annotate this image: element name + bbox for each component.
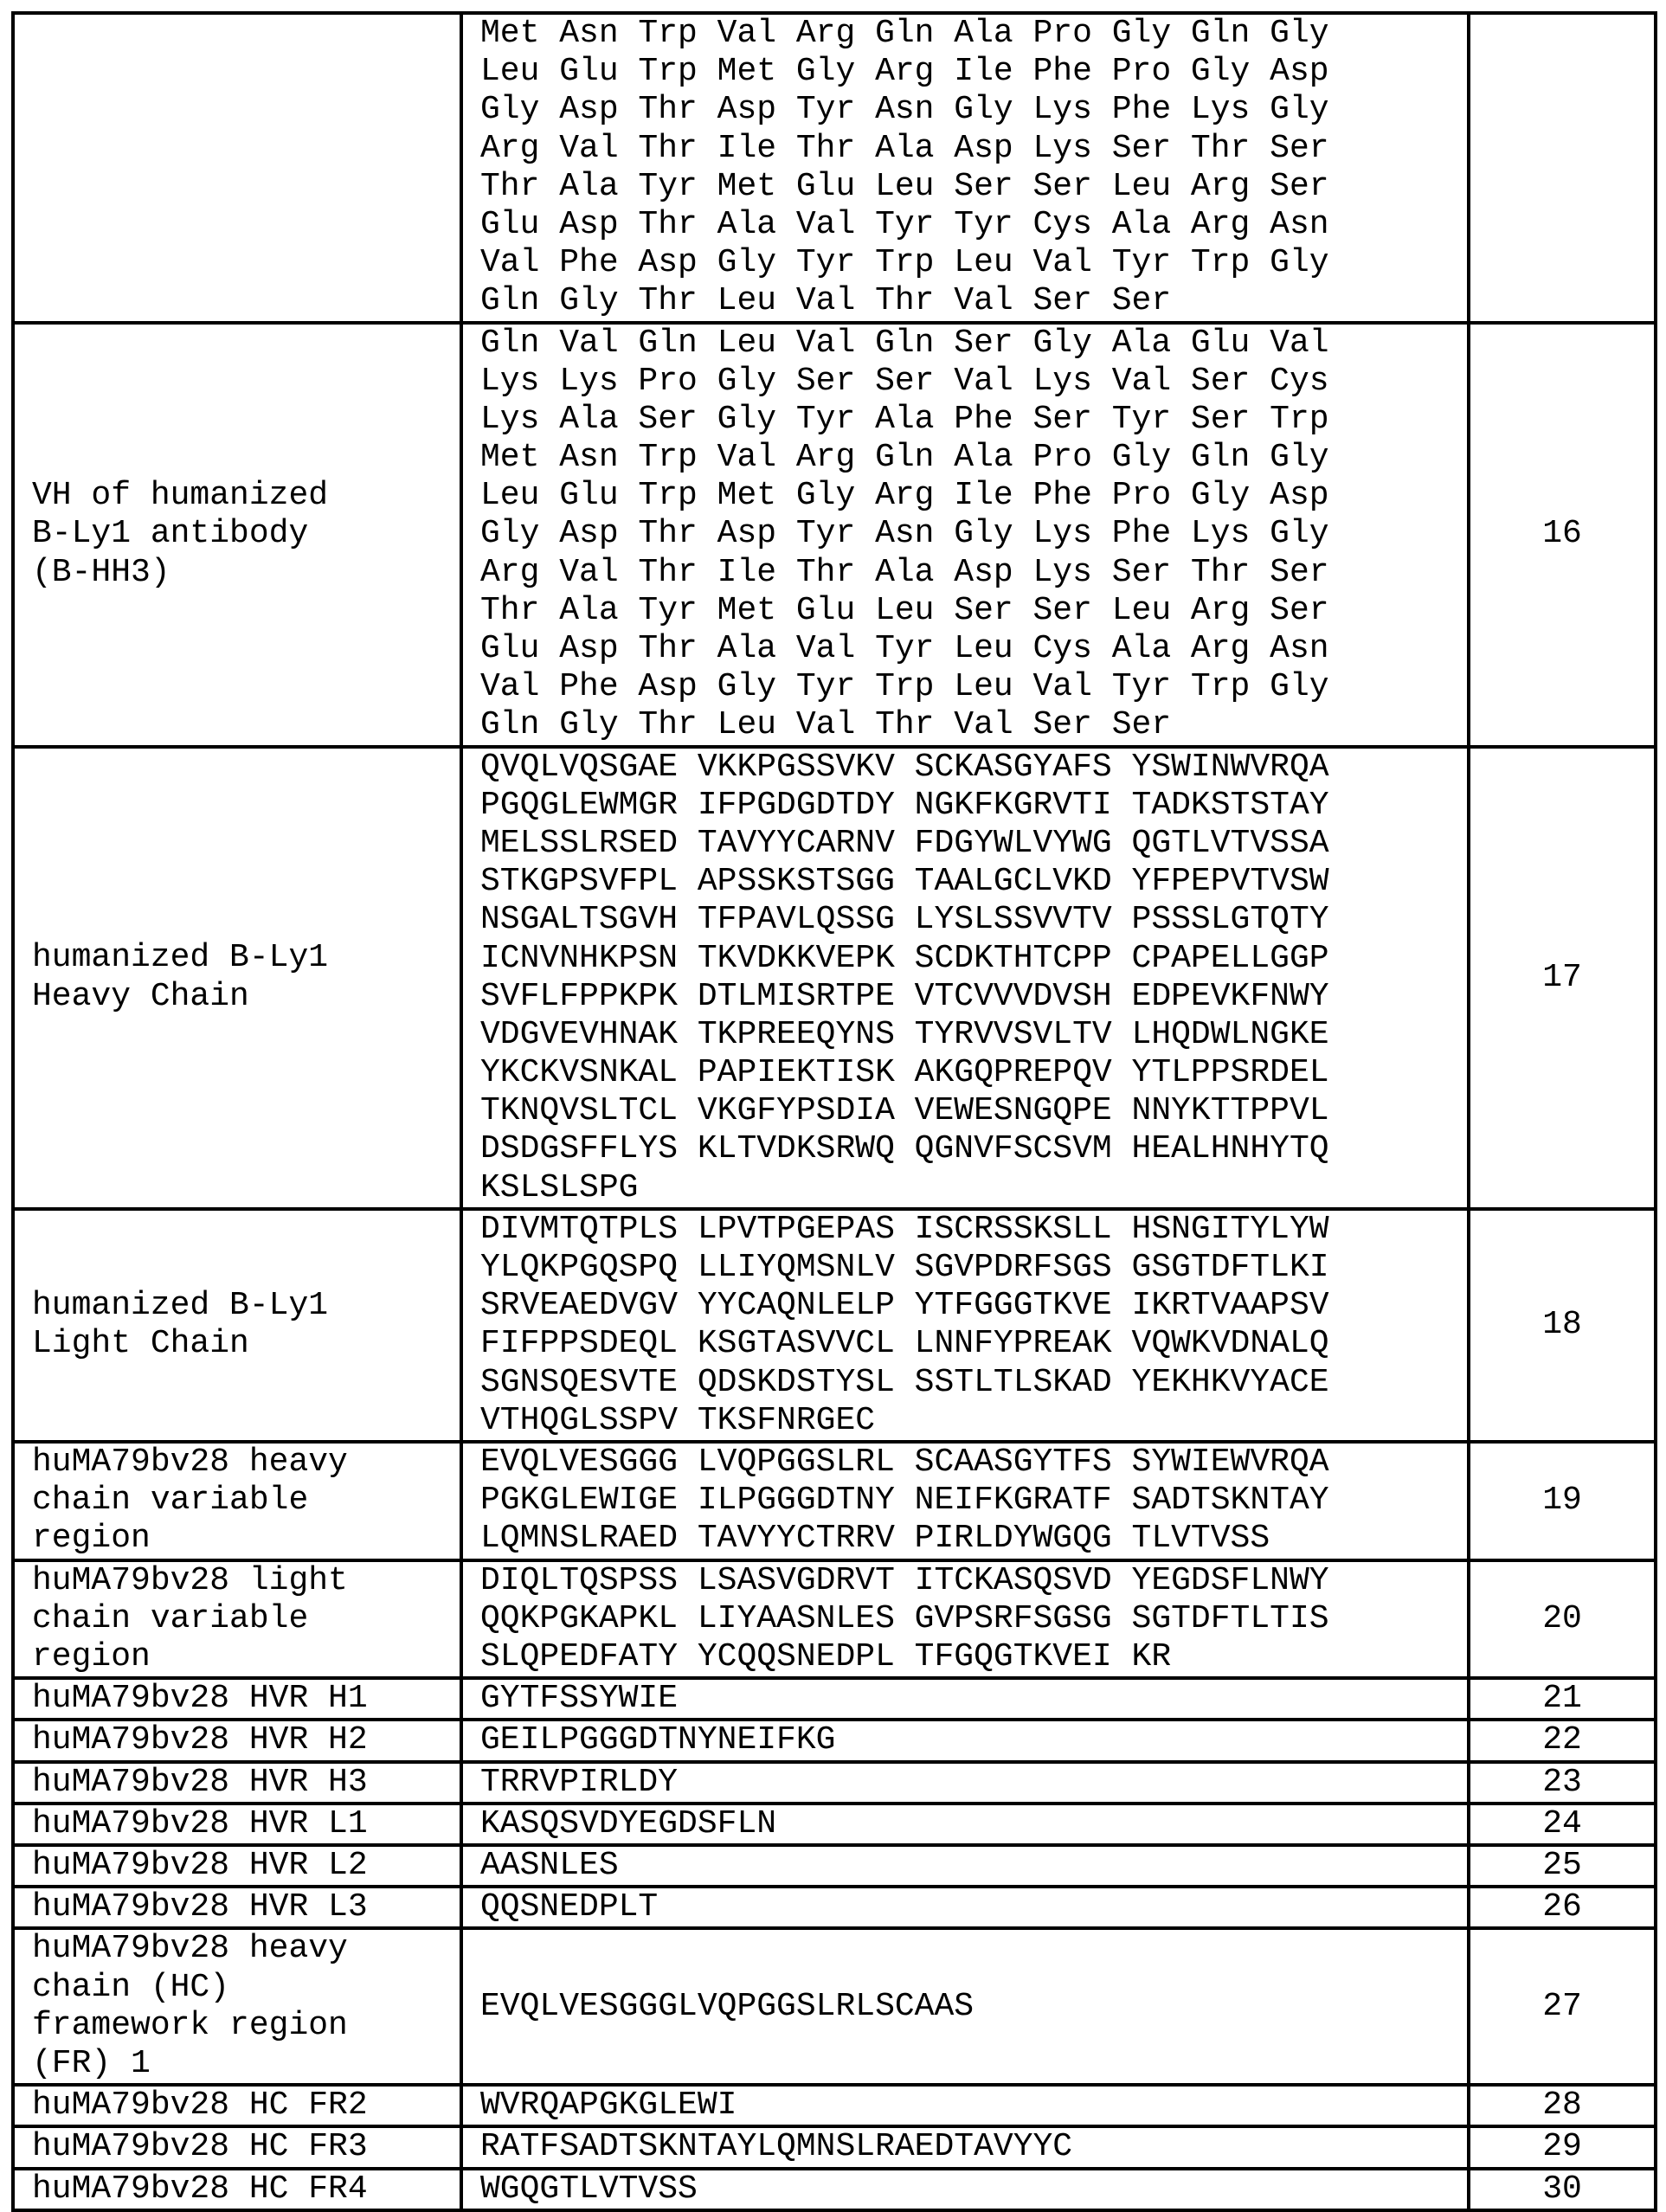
sequence-line: VDGVEVHNAK TKPREEQYNS TYRVVSVLTV LHQDWLNGKE bbox=[480, 1015, 1329, 1053]
sequence-cell bbox=[461, 1720, 1469, 1761]
seq-id-cell bbox=[1469, 1804, 1656, 1845]
seq-id-cell bbox=[1469, 747, 1656, 1209]
sequence-line: EVQLVESGGGLVQPGGSLRLSCAAS bbox=[480, 1987, 975, 2025]
sequence-cell bbox=[461, 1209, 1469, 1442]
sequence-line: EVQLVESGGG LVQPGGSLRL SCAASGYTFS SYWIEWVRQA bbox=[480, 1443, 1329, 1481]
table-row bbox=[13, 1678, 1656, 1720]
table-row bbox=[13, 1804, 1656, 1845]
seq-id-cell bbox=[1469, 1442, 1656, 1560]
table-row bbox=[13, 2126, 1656, 2168]
sequence-line: Val Phe Asp Gly Tyr Trp Leu Val Tyr Trp Gly bbox=[480, 668, 1329, 706]
description-cell bbox=[13, 323, 461, 747]
seq-id-cell bbox=[1469, 1887, 1656, 1928]
seq-id-cell bbox=[1469, 1678, 1656, 1720]
sequence-line: Arg Val Thr Ile Thr Ala Asp Lys Ser Thr Ser bbox=[480, 553, 1329, 591]
seq-id-cell bbox=[1469, 1720, 1656, 1761]
description-cell bbox=[13, 1804, 461, 1845]
seq-id-number: 29 bbox=[1542, 2128, 1582, 2166]
sequence-line: Gln Gly Thr Leu Val Thr Val Ser Ser bbox=[480, 706, 1172, 744]
sequence-line: ICNVNHKPSN TKVDKKVEPK SCDKTHTCPP CPAPELLGGP bbox=[480, 939, 1329, 977]
seq-id-number: 25 bbox=[1542, 1846, 1582, 1884]
table-row bbox=[13, 2085, 1656, 2126]
sequence-line: KASQSVDYEGDSFLN bbox=[480, 1804, 777, 1842]
sequence-cell bbox=[461, 1845, 1469, 1887]
description-text: huMA79bv28 HVR L2 bbox=[32, 1846, 368, 1884]
seq-id-cell bbox=[1469, 1209, 1656, 1442]
seq-id-number: 26 bbox=[1542, 1888, 1582, 1926]
seq-id-number: 16 bbox=[1542, 515, 1582, 553]
sequence-line: SGNSQESVTE QDSKDSTYSL SSTLTLSKAD YEKHKVYACE bbox=[480, 1363, 1329, 1401]
seq-id-cell bbox=[1469, 2085, 1656, 2126]
description-cell bbox=[13, 1560, 461, 1679]
seq-id-number: 23 bbox=[1542, 1763, 1582, 1801]
sequence-line: WGQGTLVTVSS bbox=[480, 2170, 698, 2208]
sequence-line: DSDGSFFLYS KLTVDKSRWQ QGNVFSCSVM HEALHNHYTQ bbox=[480, 1130, 1329, 1168]
sequence-line: QQKPGKAPKL LIYAASNLES GVPSRFSGSG SGTDFTLTIS bbox=[480, 1599, 1329, 1637]
seq-id-number: 28 bbox=[1542, 2087, 1582, 2125]
description-cell bbox=[13, 1928, 461, 2085]
description-cell bbox=[13, 2169, 461, 2210]
table-row bbox=[13, 2169, 1656, 2210]
table-row bbox=[13, 13, 1656, 323]
sequence-cell bbox=[461, 1678, 1469, 1720]
sequence-line: MELSSLRSED TAVYYCARNV FDGYWLVYWG QGTLVTVSSA bbox=[480, 824, 1329, 862]
table-row bbox=[13, 1720, 1656, 1761]
table-row bbox=[13, 1442, 1656, 1560]
seq-id-number: 20 bbox=[1542, 1599, 1582, 1637]
seq-id-number: 30 bbox=[1542, 2170, 1582, 2208]
table-row bbox=[13, 1887, 1656, 1928]
sequence-line: Met Asn Trp Val Arg Gln Ala Pro Gly Gln Gly bbox=[480, 15, 1329, 52]
sequence-line: VTHQGLSSPV TKSFNRGEC bbox=[480, 1401, 876, 1439]
sequence-line: Gly Asp Thr Asp Tyr Asn Gly Lys Phe Lys Gly bbox=[480, 515, 1329, 553]
seq-id-cell bbox=[1469, 323, 1656, 747]
table-row bbox=[13, 323, 1656, 747]
sequence-line: STKGPSVFPL APSSKSTSGG TAALGCLVKD YFPEPVTVSW bbox=[480, 863, 1329, 901]
description-text: huMA79bv28 HVR H3 bbox=[32, 1763, 368, 1801]
sequence-line: NSGALTSGVH TFPAVLQSSG LYSLSSVVTV PSSSLGTQTY bbox=[480, 901, 1329, 939]
sequence-cell bbox=[461, 2085, 1469, 2126]
sequence-line: DIQLTQSPSS LSASVGDRVT ITCKASQSVD YEGDSFLNWY bbox=[480, 1561, 1329, 1599]
description-cell bbox=[13, 1442, 461, 1560]
description-text: huMA79bv28 HVR H2 bbox=[32, 1721, 368, 1759]
description-cell bbox=[13, 1678, 461, 1720]
sequence-cell bbox=[461, 1442, 1469, 1560]
sequence-line: QQSNEDPLT bbox=[480, 1888, 659, 1926]
sequence-line: Glu Asp Thr Ala Val Tyr Tyr Cys Ala Arg Asn bbox=[480, 205, 1329, 243]
table-row bbox=[13, 747, 1656, 1209]
sequence-cell bbox=[461, 2126, 1469, 2168]
description-text: huMA79bv28 light chain variable region bbox=[32, 1561, 348, 1675]
seq-id-number: 18 bbox=[1542, 1306, 1582, 1344]
seq-id-number: 17 bbox=[1542, 958, 1582, 996]
sequence-line: RATFSADTSKNTAYLQMNSLRAEDTAVYYC bbox=[480, 2128, 1073, 2166]
sequence-line: LQMNSLRAED TAVYYCTRRV PIRLDYWGQG TLVTVSS bbox=[480, 1520, 1270, 1558]
sequence-cell bbox=[461, 2169, 1469, 2210]
sequence-line: Leu Glu Trp Met Gly Arg Ile Phe Pro Gly Asp bbox=[480, 477, 1329, 515]
sequence-cell bbox=[461, 1804, 1469, 1845]
sequence-line: AASNLES bbox=[480, 1846, 619, 1884]
sequence-line: Leu Glu Trp Met Gly Arg Ile Phe Pro Gly Asp bbox=[480, 53, 1329, 91]
description-cell bbox=[13, 2085, 461, 2126]
sequence-line: YLQKPGQSPQ LLIYQMSNLV SGVPDRFSGS GSGTDFTLKI bbox=[480, 1249, 1329, 1286]
table-row bbox=[13, 1762, 1656, 1804]
sequence-line: PGQGLEWMGR IFPGDGDTDY NGKFKGRVTI TADKSTSTAY bbox=[480, 786, 1329, 824]
sequence-line: DIVMTQTPLS LPVTPGEPAS ISCRSSKSLL HSNGITYLYW bbox=[480, 1210, 1329, 1248]
description-text: huMA79bv28 HC FR3 bbox=[32, 2128, 368, 2166]
sequence-line: QVQLVQSGAE VKKPGSSVKV SCKASGYAFS YSWINWVRQA bbox=[480, 748, 1329, 786]
sequence-line: TRRVPIRLDY bbox=[480, 1763, 679, 1801]
seq-id-cell bbox=[1469, 13, 1656, 323]
description-text: huMA79bv28 HC FR2 bbox=[32, 2087, 368, 2125]
description-cell bbox=[13, 1762, 461, 1804]
sequence-line: Lys Ala Ser Gly Tyr Ala Phe Ser Tyr Ser Trp bbox=[480, 400, 1329, 438]
seq-id-cell bbox=[1469, 1560, 1656, 1679]
seq-id-cell bbox=[1469, 1762, 1656, 1804]
sequence-cell bbox=[461, 1762, 1469, 1804]
sequence-line: KSLSLSPG bbox=[480, 1168, 639, 1206]
seq-id-number: 19 bbox=[1542, 1482, 1582, 1520]
seq-id-cell bbox=[1469, 1928, 1656, 2085]
description-cell bbox=[13, 1720, 461, 1761]
description-cell bbox=[13, 13, 461, 323]
description-cell bbox=[13, 1887, 461, 1928]
sequence-cell bbox=[461, 1560, 1469, 1679]
sequence-line: WVRQAPGKGLEWI bbox=[480, 2087, 737, 2125]
sequence-table bbox=[11, 11, 1657, 2212]
sequence-line: Thr Ala Tyr Met Glu Leu Ser Ser Leu Arg Ser bbox=[480, 591, 1329, 629]
sequence-line: FIFPPSDEQL KSGTASVVCL LNNFYPREAK VQWKVDNALQ bbox=[480, 1325, 1329, 1363]
description-text: humanized B-Ly1 Light Chain bbox=[32, 1287, 329, 1363]
description-cell bbox=[13, 747, 461, 1209]
sequence-line: Lys Lys Pro Gly Ser Ser Val Lys Val Ser Cys bbox=[480, 362, 1329, 400]
seq-id-number: 21 bbox=[1542, 1680, 1582, 1718]
description-text: humanized B-Ly1 Heavy Chain bbox=[32, 939, 329, 1015]
sequence-line: SVFLFPPKPK DTLMISRTPE VTCVVVDVSH EDPEVKFNWY bbox=[480, 977, 1329, 1015]
sequence-line: GEILPGGGDTNYNEIFKG bbox=[480, 1721, 836, 1759]
seq-id-cell bbox=[1469, 1845, 1656, 1887]
sequence-line: PGKGLEWIGE ILPGGGDTNY NEIFKGRATF SADTSKNTAY bbox=[480, 1482, 1329, 1520]
sequence-line: TKNQVSLTCL VKGFYPSDIA VEWESNGQPE NNYKTTPPVL bbox=[480, 1092, 1329, 1130]
sequence-line: Gly Asp Thr Asp Tyr Asn Gly Lys Phe Lys Gly bbox=[480, 91, 1329, 129]
sequence-line: SLQPEDFATY YCQQSNEDPL TFGQGTKVEI KR bbox=[480, 1637, 1172, 1675]
description-text: huMA79bv28 HVR L3 bbox=[32, 1888, 368, 1926]
table-row bbox=[13, 1209, 1656, 1442]
sequence-line: Met Asn Trp Val Arg Gln Ala Pro Gly Gln Gly bbox=[480, 439, 1329, 477]
table-row bbox=[13, 1560, 1656, 1679]
description-cell bbox=[13, 1845, 461, 1887]
seq-id-number: 24 bbox=[1542, 1804, 1582, 1842]
table-row bbox=[13, 1845, 1656, 1887]
sequence-line: Gln Val Gln Leu Val Gln Ser Gly Ala Glu Val bbox=[480, 324, 1329, 362]
sequence-line: Gln Gly Thr Leu Val Thr Val Ser Ser bbox=[480, 282, 1172, 320]
seq-id-cell bbox=[1469, 2126, 1656, 2168]
description-text: huMA79bv28 HVR H1 bbox=[32, 1680, 368, 1718]
sequence-line: GYTFSSYWIE bbox=[480, 1680, 679, 1718]
seq-id-number: 22 bbox=[1542, 1721, 1582, 1759]
sequence-line: Thr Ala Tyr Met Glu Leu Ser Ser Leu Arg Ser bbox=[480, 167, 1329, 205]
description-text: huMA79bv28 heavy chain variable region bbox=[32, 1443, 348, 1558]
description-text: huMA79bv28 HC FR4 bbox=[32, 2170, 368, 2208]
sequence-line: YKCKVSNKAL PAPIEKTISK AKGQPREPQV YTLPPSRDEL bbox=[480, 1054, 1329, 1092]
description-cell bbox=[13, 1209, 461, 1442]
table-row bbox=[13, 1928, 1656, 2085]
sequence-cell bbox=[461, 1887, 1469, 1928]
sequence-line: Glu Asp Thr Ala Val Tyr Leu Cys Ala Arg Asn bbox=[480, 630, 1329, 667]
seq-id-number: 27 bbox=[1542, 1987, 1582, 2025]
description-cell bbox=[13, 2126, 461, 2168]
sequence-line: Val Phe Asp Gly Tyr Trp Leu Val Tyr Trp Gly bbox=[480, 244, 1329, 282]
seq-id-cell bbox=[1469, 2169, 1656, 2210]
sequence-line: Arg Val Thr Ile Thr Ala Asp Lys Ser Thr Ser bbox=[480, 129, 1329, 167]
sequence-line: SRVEAEDVGV YYCAQNLELP YTFGGGTKVE IKRTVAAPSV bbox=[480, 1287, 1329, 1325]
sequence-cell bbox=[461, 13, 1469, 323]
sequence-cell bbox=[461, 747, 1469, 1209]
sequence-cell bbox=[461, 323, 1469, 747]
sequence-cell bbox=[461, 1928, 1469, 2085]
sequence-table-body bbox=[13, 13, 1656, 2210]
description-text: huMA79bv28 HVR L1 bbox=[32, 1804, 368, 1842]
description-text: huMA79bv28 heavy chain (HC) framework region (FR) 1 bbox=[32, 1930, 348, 2082]
description-text: VH of humanized B-Ly1 antibody (B-HH3) bbox=[32, 477, 329, 591]
